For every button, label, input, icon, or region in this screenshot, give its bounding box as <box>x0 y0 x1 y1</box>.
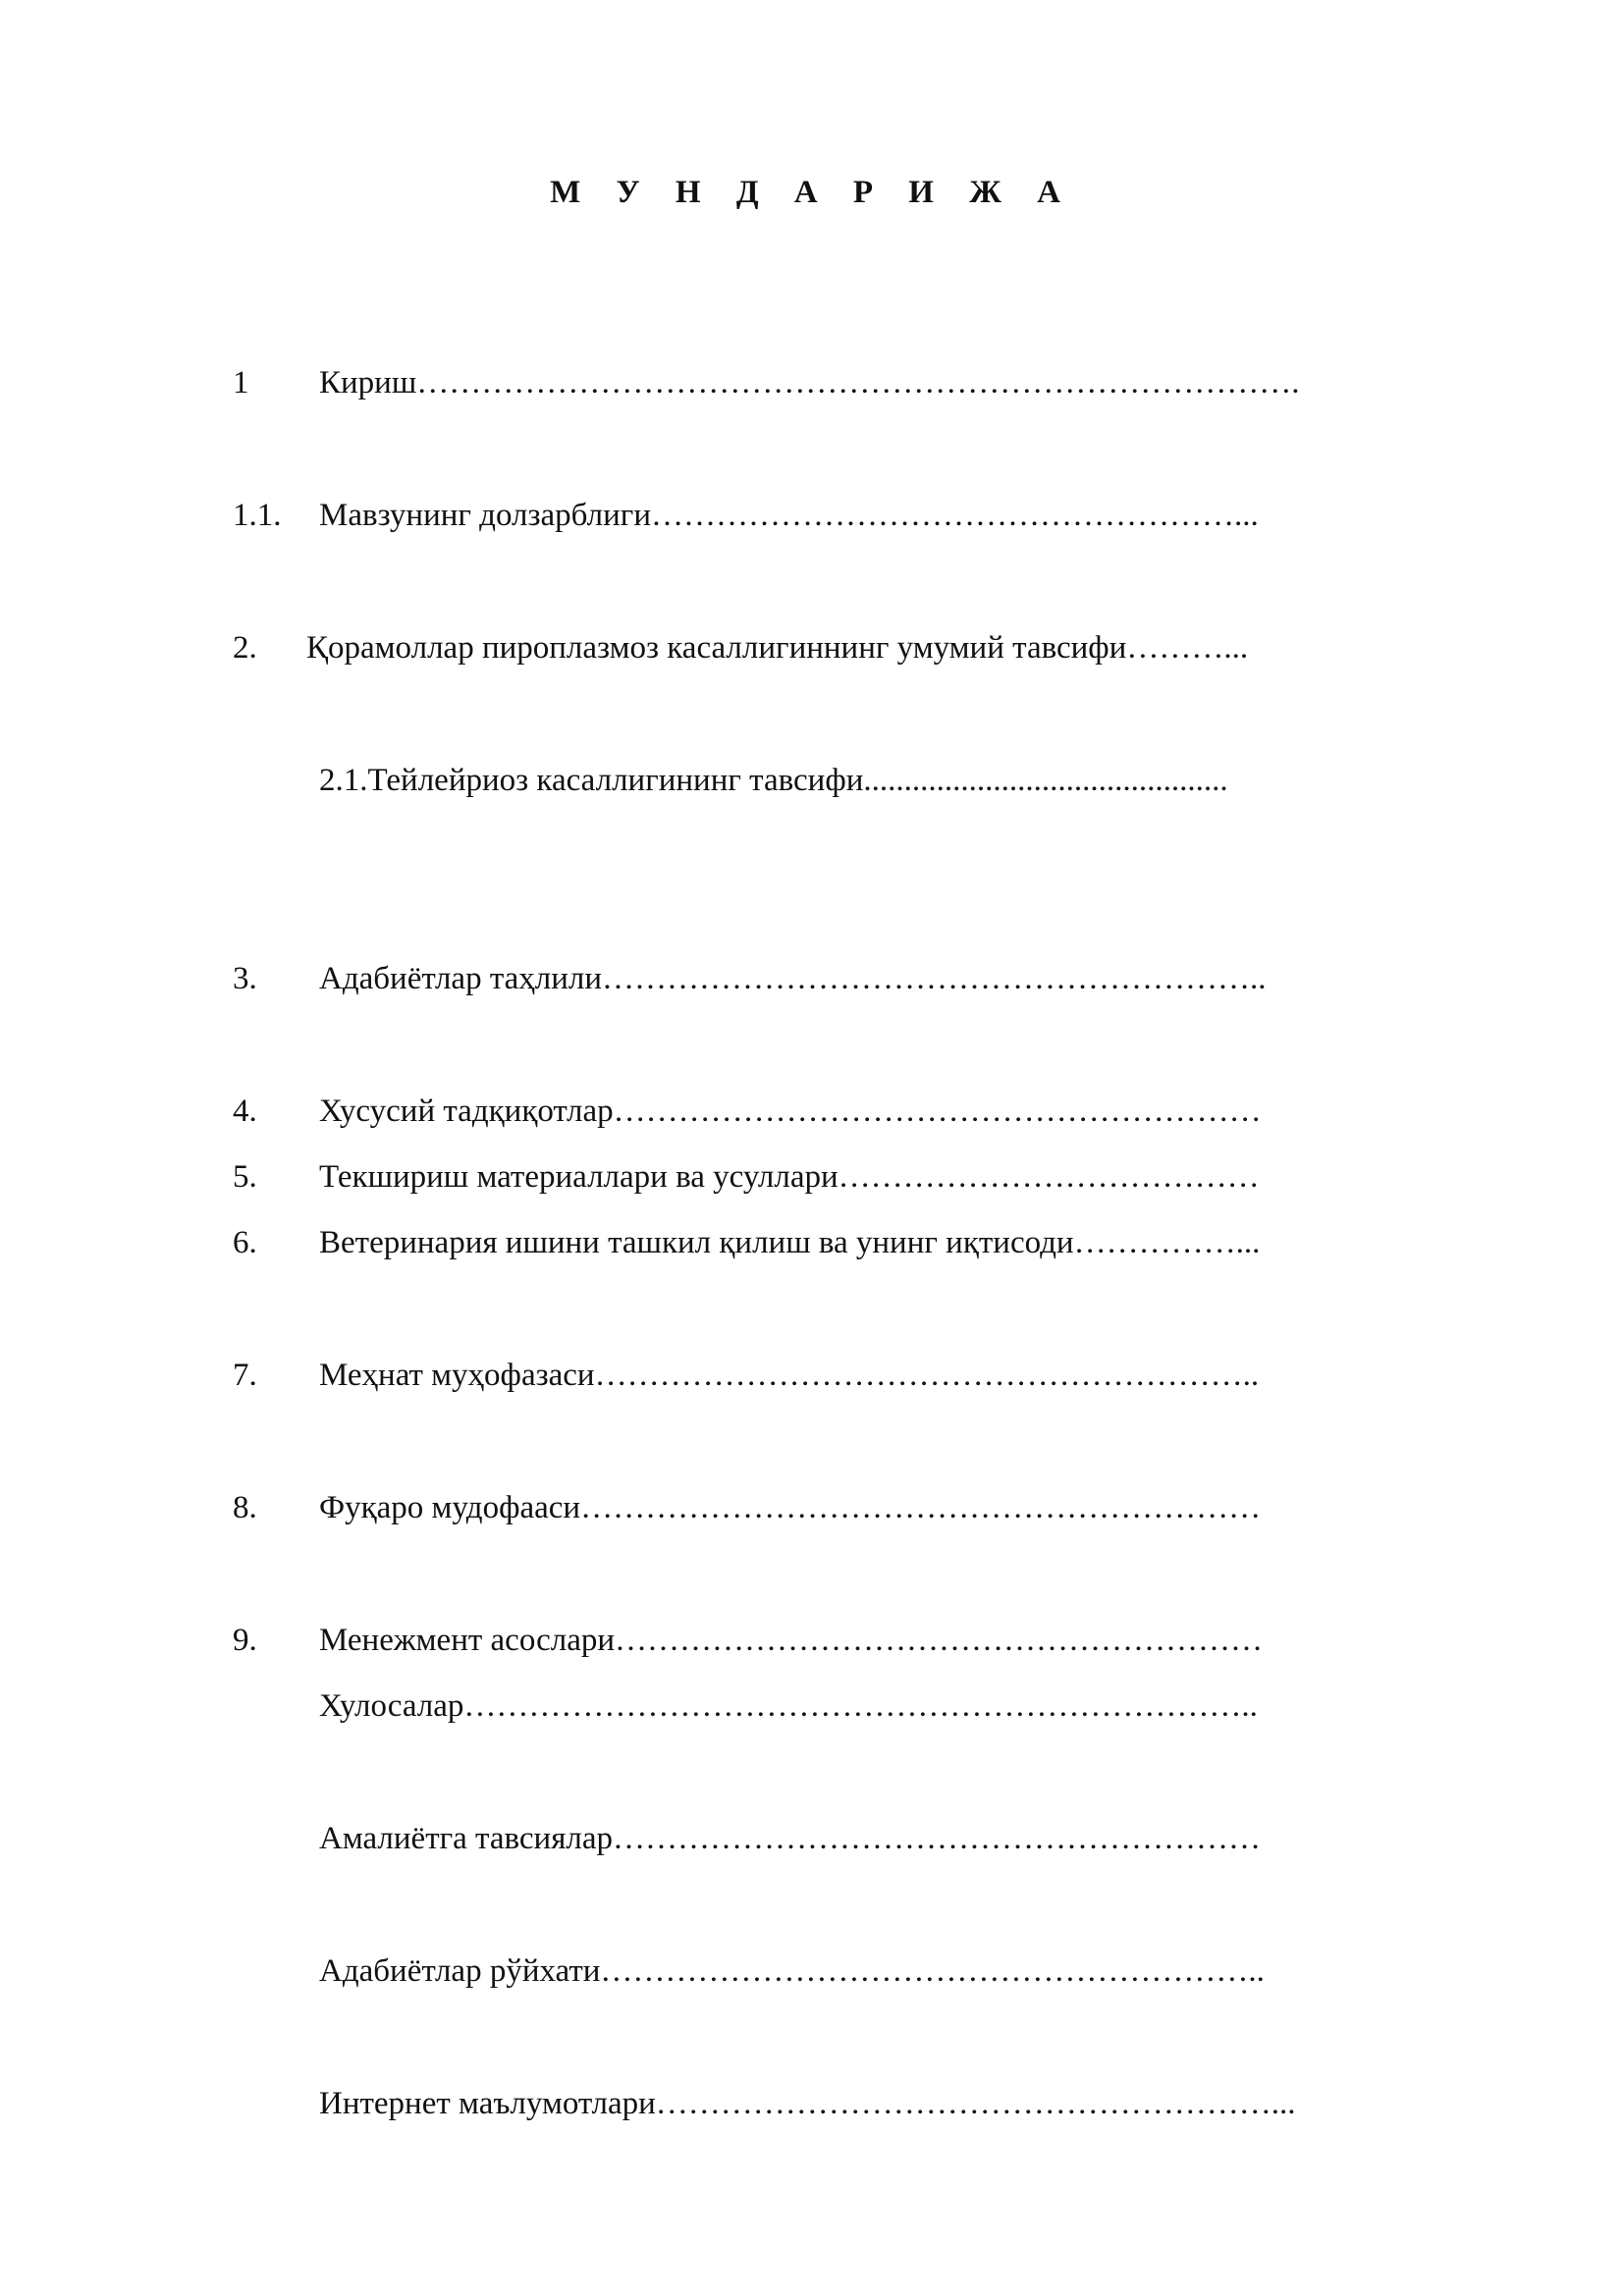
toc-entry-number: 5. <box>233 1159 257 1195</box>
toc-entry-title: Қорамоллар пироплазмоз касаллигиннинг умумий тавсифи………... <box>306 630 1249 666</box>
toc-entry-number: 1 <box>233 365 249 400</box>
toc-entry-number: 7. <box>233 1358 257 1393</box>
toc-entry-title: Хулосалар……………………………………………………………….. <box>319 1688 1258 1724</box>
toc-entry-number: 6. <box>233 1225 257 1260</box>
toc-entry-title: Амалиётга тавсиялар…………………………………………………… <box>319 1821 1262 1856</box>
toc-entry-title: Кириш………………………………………………………………………. <box>319 365 1300 400</box>
toc-entry-number: 2. <box>233 630 257 666</box>
toc-entry-title: Меҳнат муҳофазаси…………………………………………………….. <box>319 1358 1260 1393</box>
toc-entry-title: Текшириш материаллари ва усуллари………………………………… <box>319 1159 1260 1195</box>
toc-entry-title: Адабиётлар таҳлили…………………………………………………….. <box>319 961 1267 996</box>
page-title: М У Н Д А Р И Ж А <box>550 175 1074 210</box>
toc-entry-title: Фуқаро мудофааси……………………………………………………… <box>319 1490 1262 1525</box>
toc-entry-title: Адабиётлар рўйхати…………………………………………………….. <box>319 1953 1265 1989</box>
toc-entry-number: 4. <box>233 1094 257 1129</box>
toc-entry-title: Мавзунинг долзарблиги………………………………………………... <box>319 498 1259 533</box>
toc-entry-title: Интернет маълумотлари…………………………………………………... <box>319 2086 1296 2121</box>
toc-entry-title: Ветеринария ишини ташкил қилиш ва унинг иқтисоди……………... <box>319 1225 1261 1260</box>
toc-entry-title: Менежмент асослари…………………………………………………… <box>319 1623 1264 1658</box>
toc-entry-title: Хусусий тадқиқотлар…………………………………………………… <box>319 1094 1262 1129</box>
toc-entry-number: 8. <box>233 1490 257 1525</box>
toc-entry-number: 1.1. <box>233 498 282 533</box>
toc-entry-number: 3. <box>233 961 257 996</box>
toc-entry-number: 9. <box>233 1623 257 1658</box>
toc-entry-title: 2.1.Тейлейриоз касаллигининг тавсифи............................................. <box>319 763 1228 798</box>
